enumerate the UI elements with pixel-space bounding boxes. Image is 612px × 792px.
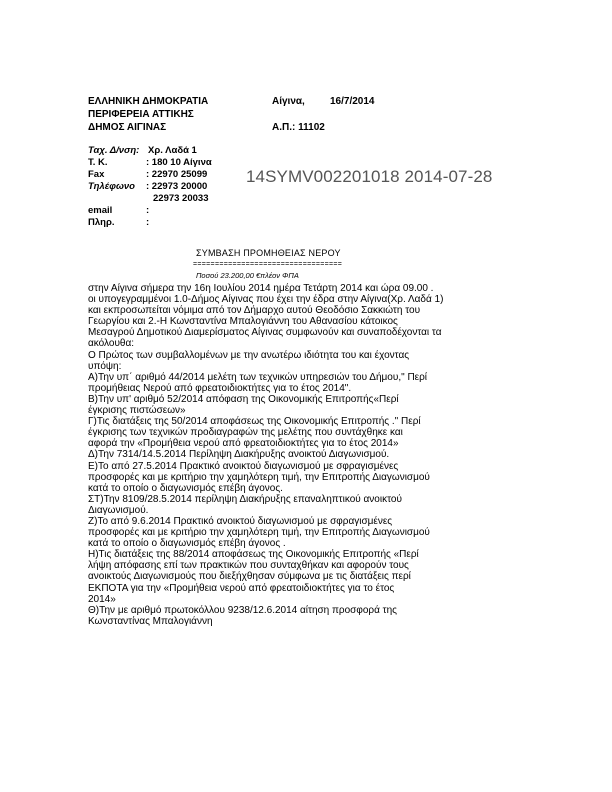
body-line: Α)Την υπ΄ αριθμό 44/2014 μελέτη των τεχνικών υπηρεσιών του Δήμου," Περί — [88, 371, 428, 383]
body-line: ΣΤ)Την 8109/28.5.2014 περίληψη Διακήρυξης επαναληπτικού ανοικτού — [88, 493, 402, 505]
body-line: Ε)Το από 27.5.2014 Πρακτικό ανοικτού διαγωνισμού με σφραγισμένες — [88, 460, 399, 472]
document-title: ΣΥΜΒΑΣΗ ΠΡΟΜΗΘΕΙΑΣ ΝΕΡΟΥ — [196, 248, 341, 258]
postcode-label: Τ. Κ. — [88, 157, 108, 168]
body-line: Διαγωνισμού. — [88, 504, 149, 516]
contract-body — [88, 283, 528, 627]
body-line: Γεωργίου και 2.-Η Κωνσταντίνα Μπαλογιάννη του Αθανασίου κάτοικος — [88, 316, 398, 328]
body-line: προμήθειας Νερού από φρεατοιδιοκτήτες για το έτος 2014". — [88, 382, 352, 394]
body-line: ΕΚΠΟΤΑ για την «Προμήθεια νερού από φρεατοιδιοκτήτες για το έτος — [88, 582, 395, 594]
org-line-3: ΔΗΜΟΣ ΑΙΓΙΝΑΣ — [88, 122, 167, 133]
date: 16/7/2014 — [330, 96, 375, 107]
body-line: ακόλουθα: — [88, 338, 135, 350]
org-line-1: ΕΛΛΗΝΙΚΗ ΔΗΜΟΚΡΑΤΙΑ — [88, 96, 209, 107]
info-value: : — [146, 217, 150, 228]
body-line: Ζ)Το από 9.6.2014 Πρακτικό ανοικτού διαγωνισμού με σφραγισμένες — [88, 515, 393, 527]
fax-label: Fax — [88, 169, 105, 180]
body-line: υπόψη: — [88, 360, 122, 372]
postcode-row — [88, 157, 212, 168]
fax-value: : 22970 25099 — [146, 169, 208, 180]
email-value: : — [146, 205, 150, 216]
body-line: 2014» — [88, 593, 116, 605]
address-row — [88, 145, 197, 156]
body-line: προσφορές και με κριτήριο την χαμηλότερη τιμή, την Επιτροπής Διαγωνισμού — [88, 527, 430, 539]
org-line-2: ΠΕΡΙΦΕΡΕΙΑ ΑΤΤΙΚΗΣ — [88, 109, 194, 120]
body-line: Κωνσταντίνας Μπαλογιάννη — [88, 615, 213, 627]
body-line: προσφορές και με κριτήριο την χαμηλότερη τιμή, την Επιτροπής Διαγωνισμού — [88, 471, 430, 483]
postcode-value: : 180 10 Αίγινα — [146, 157, 212, 168]
body-line: Β)Την υπ' αριθμό 52/2014 απόφαση της Οικονομικής Επιτροπής«Περί — [88, 393, 399, 405]
info-label: Πληρ. — [88, 217, 115, 228]
title-underline: ================================== — [193, 261, 343, 268]
info-row — [88, 217, 149, 228]
body-line: Ο Πρώτος των συμβαλλομένων με την ανωτέρω ιδιότητα του και έχοντας — [88, 349, 410, 361]
phone-label: Τηλέφωνο — [88, 181, 135, 192]
body-line: Δ)Την 7314/14.5.2014 Περίληψη Διακήρυξης ανοικτού Διαγωνισμού. — [88, 449, 390, 461]
body-line: αφορά την «Προμήθεια νερού από φρεατοιδιοκτήτες για το έτος 2014» — [88, 438, 399, 450]
email-label: email — [88, 205, 113, 216]
body-line: Γ)Τις διατάξεις της 50/2014 αποφάσεως της Οικονομικής Επιτροπής ." Περί — [88, 416, 421, 428]
body-line: Μεσαγρού Δημοτικού Διαμερίσματος Αίγινας συμφωνούν και συναποδέχονται τα — [88, 327, 442, 339]
protocol-number: Α.Π.: 11102 — [272, 122, 325, 133]
body-line: έγκρισης πιστώσεων» — [88, 405, 186, 417]
body-line: Η)Τις διατάξεις της 88/2014 αποφάσεως της Οικονομικής Επιτροπής «Περί — [88, 549, 419, 561]
phone-row — [88, 181, 207, 192]
registry-stamp: 14SYMV002201018 2014-07-28 — [246, 167, 493, 186]
body-line: λήψη απόφασης επί των πρακτικών που συνταχθήκαν και αφορούν τους — [88, 560, 409, 572]
body-line: κατά το οποίο ο διαγωνισμός επέβη άγονος . — [88, 538, 286, 550]
fax-row — [88, 169, 207, 180]
body-line: και εκπροσωπείται νόμιμα από τον Δήμαρχο αυτού Θεοδόσιο Σακκιώτη του — [88, 305, 421, 317]
address-label: Ταχ. Δ/νση: — [88, 145, 140, 156]
body-line: ανοικτούς Διαγωνισμούς που διεξήχθησαν σύμφωνα με τις διατάξεις περί — [88, 571, 411, 583]
address-value: Χρ. Λαδά 1 — [148, 145, 197, 156]
body-line: οι υπογεγραμμένοι 1.0-Δήμος Αίγινας που έχει την έδρα στην Αίγινα(Χρ. Λαδά 1) — [88, 294, 444, 306]
body-line: στην Αίγινα σήμερα την 16η Ιουλίου 2014 ημέρα Τετάρτη 2014 και ώρα 09.00 . — [88, 283, 434, 294]
body-line: Θ)Την με αριθμό πρωτοκόλλου 9238/12.6.2014 αίτηση προσφορά της — [88, 604, 397, 616]
contract-amount: Ποσού 23.200,00 €πλέον ΦΠΑ — [196, 271, 299, 280]
body-line: έγκρισης των τεχνικών προδιαγραφών της μελέτης που συντάχθηκε και — [88, 427, 403, 439]
phone-value: : 22973 20000 — [146, 181, 208, 192]
email-row — [88, 205, 149, 216]
body-line: κατά το οποίο ο διαγωνισμός επέβη άγονος. — [88, 482, 283, 494]
place: Αίγινα, — [272, 96, 305, 107]
phone-value-2: 22973 20033 — [153, 193, 209, 204]
